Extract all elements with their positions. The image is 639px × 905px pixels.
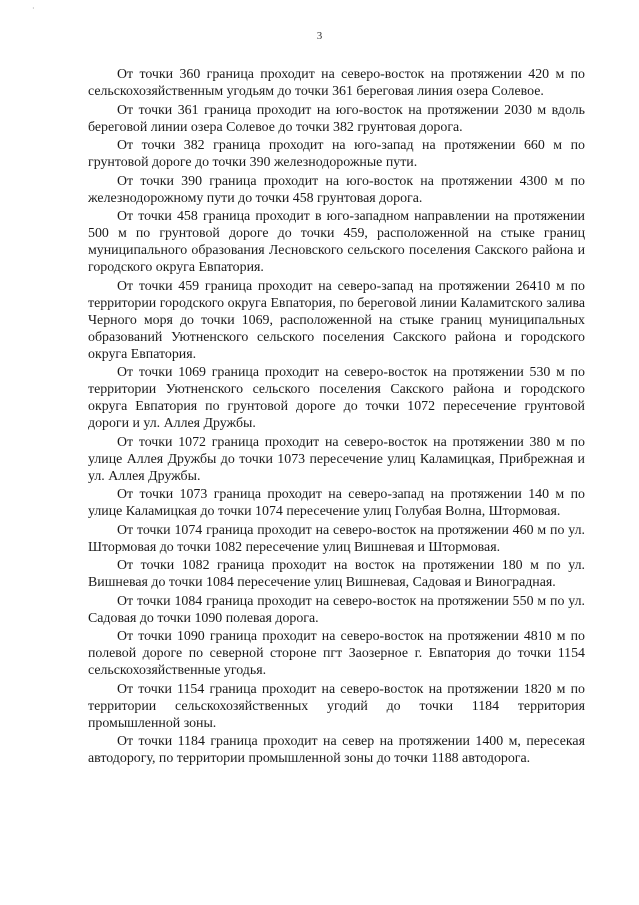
paragraph-1: От точки 360 граница проходит на северо-восток на протяжении 420 м по сельскохозяйственным угодьям до точки 361 береговая линия озера Солевое. bbox=[88, 67, 585, 99]
document-body bbox=[88, 66, 585, 769]
page-number: 3 bbox=[316, 30, 323, 42]
paragraph-13: От точки 1090 граница проходит на северо-восток на протяжении 4810 м по полевой дороге по северной стороне пгт Заозерное г. Евпатория до точки 1154 сельскохозяйственные угодья. bbox=[88, 629, 585, 678]
paragraph-2: От точки 361 граница проходит на юго-восток на протяжении 2030 м вдоль береговой линии озера Солевое до точки 382 грунтовая дорога. bbox=[88, 102, 585, 135]
paragraph-14: От точки 1154 граница проходит на северо-восток на протяжении 1820 м по территории сельскохозяйственных угодий до точки 1184 территория промышленной зоны. bbox=[88, 681, 585, 731]
scan-mark: · bbox=[32, 4, 35, 13]
paragraph-10: От точки 1074 граница проходит на северо-восток на протяжении 460 м по ул. Штормовая до точки 1082 пересечение улиц Вишневая и Штормовая. bbox=[88, 522, 585, 555]
paragraph-9: От точки 1073 граница проходит на северо-запад на протяжении 140 м по улице Каламицкая до точки 1074 пересечение улиц Голубая Волна, Штормовая. bbox=[88, 487, 585, 519]
paragraph-6: От точки 459 граница проходит на северо-запад на протяжении 26410 м по территории городского округа Евпатория, по береговой линии Каламитского залива Черного моря до точки 1069, расположенной на стыке границ муниципальных образований Уютненского сельского поселения Сакского района и городского округа Евпатория. bbox=[88, 278, 585, 362]
paragraph-3: От точки 382 граница проходит на юго-запад на протяжении 660 м по грунтовой дороге до точки 390 железнодорожные пути. bbox=[88, 138, 585, 170]
paragraph-7: От точки 1069 граница проходит на северо-восток на протяжении 530 м по территории Уютненского сельского поселения Сакского района и городского округа Евпатория по грунтовой дороге до точки 1072 пересечение грунтовой дороги и ул. Аллея Дружбы. bbox=[88, 365, 585, 431]
paragraph-12: От точки 1084 граница проходит на северо-восток на протяжении 550 м по ул. Садовая до точки 1090 полевая дорога. bbox=[88, 593, 585, 626]
paragraph-15: От точки 1184 граница проходит на север на протяжении 1400 м, пересекая автодорогу, по территории промышленной зоны до точки 1188 автодорога. bbox=[88, 734, 585, 766]
paragraph-11: От точки 1082 граница проходит на восток на протяжении 180 м по ул. Вишневая до точки 1084 пересечение улиц Вишневая, Садовая и Виноградная. bbox=[88, 558, 585, 590]
paragraph-4: От точки 390 граница проходит на юго-восток на протяжении 4300 м по железнодорожному пути до точки 458 грунтовая дорога. bbox=[88, 173, 585, 206]
paragraph-8: От точки 1072 граница проходит на северо-восток на протяжении 380 м по улице Аллея Дружбы до точки 1073 пересечение улиц Каламицкая, Прибрежная и ул. Аллея Дружбы. bbox=[88, 434, 585, 484]
paragraph-5: От точки 458 граница проходит в юго-западном направлении на протяжении 500 м по грунтовой дороге до точки 459, расположенной на стыке границ муниципального образования Лесновского сельского поселения Сакского района и городского округа Евпатория. bbox=[88, 209, 585, 275]
